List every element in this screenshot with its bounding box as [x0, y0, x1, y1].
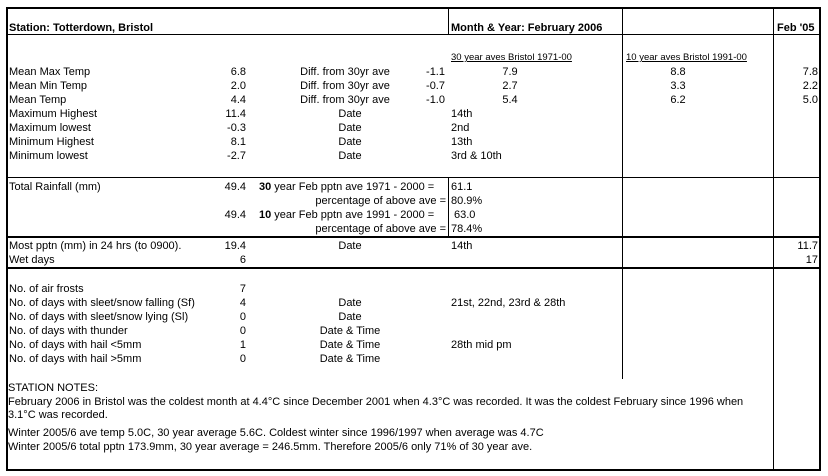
row-mid: Date [338, 311, 362, 323]
divider-ave30 [448, 8, 449, 34]
divider-prev [773, 8, 774, 470]
row-diff: -0.7 [426, 80, 445, 92]
rainfall-ave10-label [259, 209, 434, 222]
row-mid: Date [338, 122, 362, 134]
row-mid: Date & Time [319, 339, 381, 351]
row-diff: -1.1 [426, 66, 445, 78]
rainfall-ave30-label [259, 181, 434, 194]
divider-rain-mid [448, 177, 449, 237]
rainfall-ave10-years: 10 [259, 209, 272, 221]
row-label: No. of days with hail <5mm [9, 339, 142, 351]
ave30-header: 30 year aves Bristol 1971-00 [451, 52, 572, 63]
row-label: No. of days with sleet/snow falling (Sf) [9, 297, 195, 309]
rainfall-ave30-value: 61.1 [451, 181, 473, 193]
row-value: 0 [239, 353, 246, 365]
row-ave10: 8.8 [670, 66, 686, 78]
most-pptn-date: 14th [451, 240, 473, 252]
row-value: 0 [239, 311, 246, 323]
row-date: 21st, 22nd, 23rd & 28th [451, 297, 566, 309]
row-label: No. of days with hail >5mm [9, 353, 142, 365]
row-label: No. of days with sleet/snow lying (Sl) [9, 311, 189, 323]
rainfall-pct30-value: 80.9% [451, 195, 483, 207]
row-label: Mean Min Temp [9, 80, 88, 92]
row-date: 2nd [451, 122, 470, 134]
notes-line: February 2006 in Bristol was the coldest month at 4.4°C since December 2001 when 4.3°C was recorded. It was the coldest February since 1996 when 3.1°C was recorded. [8, 396, 744, 421]
wet-days-label: Wet days [9, 254, 55, 266]
row-value: 4 [239, 297, 246, 309]
row-mid: Date [338, 136, 362, 148]
notes-line: Winter 2005/6 total pptn 173.9mm, 30 year average = 246.5mm. Therefore 2005/6 only 71% of 30 year ave. [8, 441, 533, 453]
row-value: -0.3 [227, 122, 246, 134]
hr-days-top [7, 267, 820, 269]
row-value: 6.8 [230, 66, 246, 78]
rainfall-pct30-label: percentage of above ave = [315, 195, 446, 207]
rainfall-ave30-text: year Feb pptn ave 1971 - 2000 = [271, 181, 435, 193]
row-value: 11.4 [225, 108, 246, 120]
row-date: 28th mid pm [451, 339, 512, 351]
row-mid: Date & Time [319, 353, 381, 365]
row-prev: 5.0 [802, 94, 818, 106]
rainfall-ave30-years: 30 [259, 181, 272, 193]
row-mid: Diff. from 30yr ave [300, 80, 390, 92]
notes-line: Winter 2005/6 ave temp 5.0C, 30 year average 5.6C. Coldest winter since 1996/1997 when average was 4.7C [8, 427, 544, 439]
row-date: 14th [451, 108, 473, 120]
row-label: Maximum lowest [9, 122, 91, 134]
row-mid: Diff. from 30yr ave [300, 94, 390, 106]
row-ave30: 5.4 [502, 94, 518, 106]
most-pptn-mid: Date [338, 240, 362, 252]
wet-days-prev: 17 [805, 254, 818, 266]
rainfall-label: Total Rainfall (mm) [9, 181, 101, 193]
most-pptn-value: 19.4 [224, 240, 246, 252]
row-value: -2.7 [227, 150, 246, 162]
row-value: 0 [239, 325, 246, 337]
hr-rain-bottom [7, 236, 820, 238]
row-mid: Date & Time [319, 325, 381, 337]
row-label: Minimum lowest [9, 150, 88, 162]
row-mid: Date [338, 297, 362, 309]
row-value: 8.1 [230, 136, 246, 148]
notes-title: STATION NOTES: [8, 382, 99, 394]
row-date: 13th [451, 136, 473, 148]
row-prev: 2.2 [802, 80, 818, 92]
hr-rain-top [7, 177, 820, 178]
rainfall-value-30: 49.4 [224, 181, 246, 193]
row-ave30: 7.9 [502, 66, 518, 78]
ave10-header: 10 year aves Bristol 1991-00 [626, 52, 747, 63]
row-date: 3rd & 10th [451, 150, 502, 162]
most-pptn-label: Most pptn (mm) in 24 hrs (to 0900). [9, 240, 182, 252]
row-value: 2.0 [230, 80, 246, 92]
row-ave10: 6.2 [670, 94, 686, 106]
row-value: 1 [239, 339, 246, 351]
row-value: 4.4 [230, 94, 246, 106]
station-title: Station: Totterdown, Bristol [9, 22, 154, 34]
row-mid: Date [338, 108, 362, 120]
wet-days-value: 6 [239, 254, 246, 266]
row-label: Maximum Highest [9, 108, 98, 120]
row-label: No. of days with thunder [9, 325, 128, 337]
prev-year-header: Feb '05 [777, 22, 815, 34]
rainfall-pct10-label: percentage of above ave = [315, 223, 446, 235]
rainfall-ave10-value: 63.0 [454, 209, 476, 221]
divider-ave10 [622, 8, 623, 379]
row-ave10: 3.3 [670, 80, 686, 92]
row-label: Minimum Highest [9, 136, 94, 148]
most-pptn-prev: 11.7 [797, 240, 818, 252]
row-value: 7 [239, 283, 246, 295]
row-mid: Diff. from 30yr ave [300, 66, 390, 78]
row-label: No. of air frosts [9, 283, 84, 295]
row-mid: Date [338, 150, 362, 162]
row-label: Mean Max Temp [9, 66, 91, 78]
rainfall-ave10-text: year Feb pptn ave 1991 - 2000 = [271, 209, 435, 221]
rainfall-value-10: 49.4 [224, 209, 246, 221]
row-ave30: 2.7 [502, 80, 518, 92]
row-label: Mean Temp [9, 94, 67, 106]
month-year: Month & Year: February 2006 [451, 22, 603, 34]
rainfall-pct10-value: 78.4% [451, 223, 483, 235]
row-diff: -1.0 [426, 94, 445, 106]
row-prev: 7.8 [802, 66, 818, 78]
